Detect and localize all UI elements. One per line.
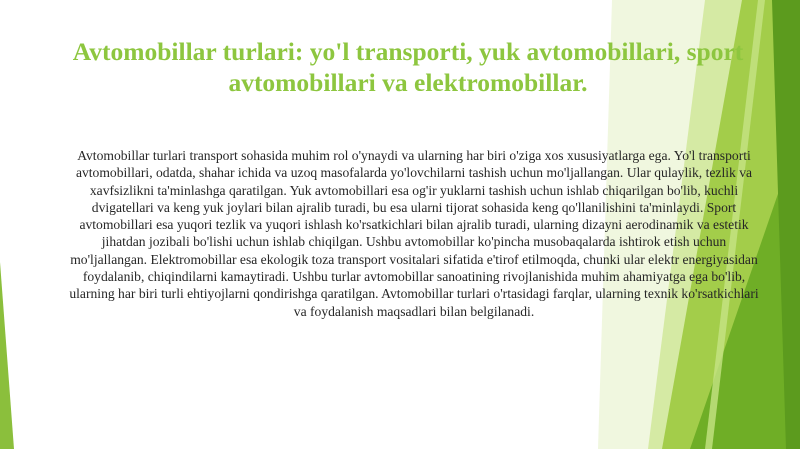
slide-title: Avtomobillar turlari: yo'l transporti, yuk avtomobillari, sport avtomobillari va elektromobillar. (72, 37, 744, 97)
slide-body-text: Avtomobillar turlari transport sohasida muhim rol o'ynaydi va ularning har biri o'ziga xos xususiyatlarga ega. Yo'l transporti avtomobillari, odatda, shahar ichida va uzoq masofalarda yo'lovchilarni tashish uchun mo'ljallangan. Ular qulaylik, tezlik va xavfsizlikni ta'minlashga qaratilgan. Yuk avtomobillari esa og'ir yuklarni tashish uchun ishlab chiqarilgan bo'lib, kuchli dvigatellari va keng yuk joylari bilan ajralib turadi, bu esa ularni tijorat sohasida keng qo'llanilishini ta'minlaydi. Sport avtomobillari esa yuqori tezlik va yuqori ishlash ko'rsatkichlari bilan ajralib turadi, ularning dizayni aerodinamik va estetik jihatdan jozibali bo'lishi uchun ishlab chiqilgan. Ushbu avtomobillar ko'pincha musobaqalarda ishtirok etish uchun mo'ljallangan. Elektromobillar esa ekologik toza transport vositalari sifatida e'tirof etilmoqda, chunki ular elektr energiyasidan foydalanib, chiqindilarni kamaytiradi. Ushbu turlar avtomobillar sanoatining rivojlanishida muhim ahamiyatga ega bo'lib, ularning har biri turli ehtiyojlarni qondirishga qaratilgan. Avtomobillar turlari o'rtasidagi farqlar, ularning texnik ko'rsatkichlari va foydalanish maqsadlari bilan belgilanadi. (69, 148, 759, 319)
left-accent-stripe (0, 262, 14, 449)
